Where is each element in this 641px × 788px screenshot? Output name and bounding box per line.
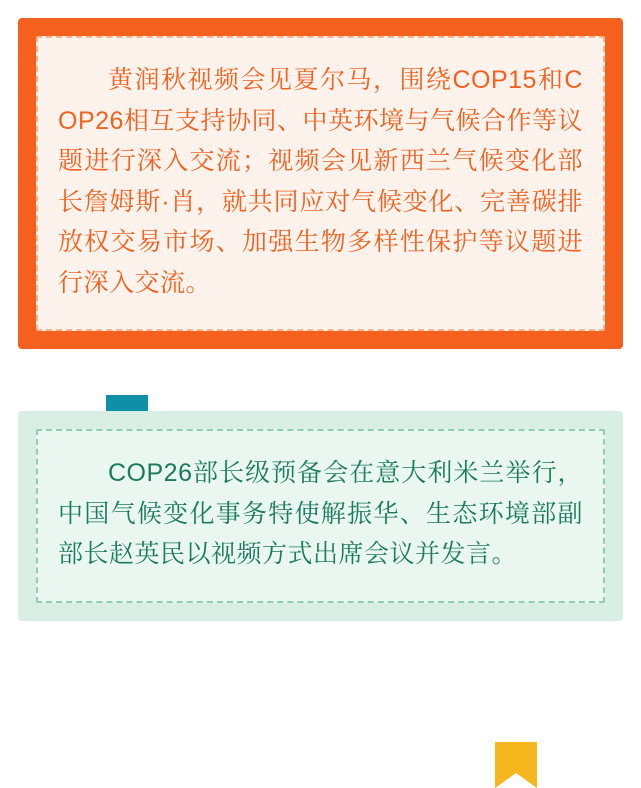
card-inner-orange <box>36 36 605 331</box>
bookmark-yellow-icon <box>495 742 537 788</box>
card-inner-green <box>36 429 605 603</box>
card-paragraph-cop26-preparatory: COP26部长级预备会在意大利米兰举行，中国气候变化事务特使解振华、生态环境部副部长赵英民以视频方式出席会议并发言。 <box>58 459 583 568</box>
card-climate-meetings <box>18 18 623 349</box>
card-paragraph-climate-meetings: 黄润秋视频会见夏尔马，围绕COP15和COP26相互支持协同、中英环境与气候合作等议题进行深入交流；视频会见新西兰气候变化部长詹姆斯·肖，就共同应对气候变化、完善碳排放权交易市场、加强生物多样性保护等议题进行深入交流。 <box>58 66 583 297</box>
card-cop26-preparatory <box>18 411 623 621</box>
